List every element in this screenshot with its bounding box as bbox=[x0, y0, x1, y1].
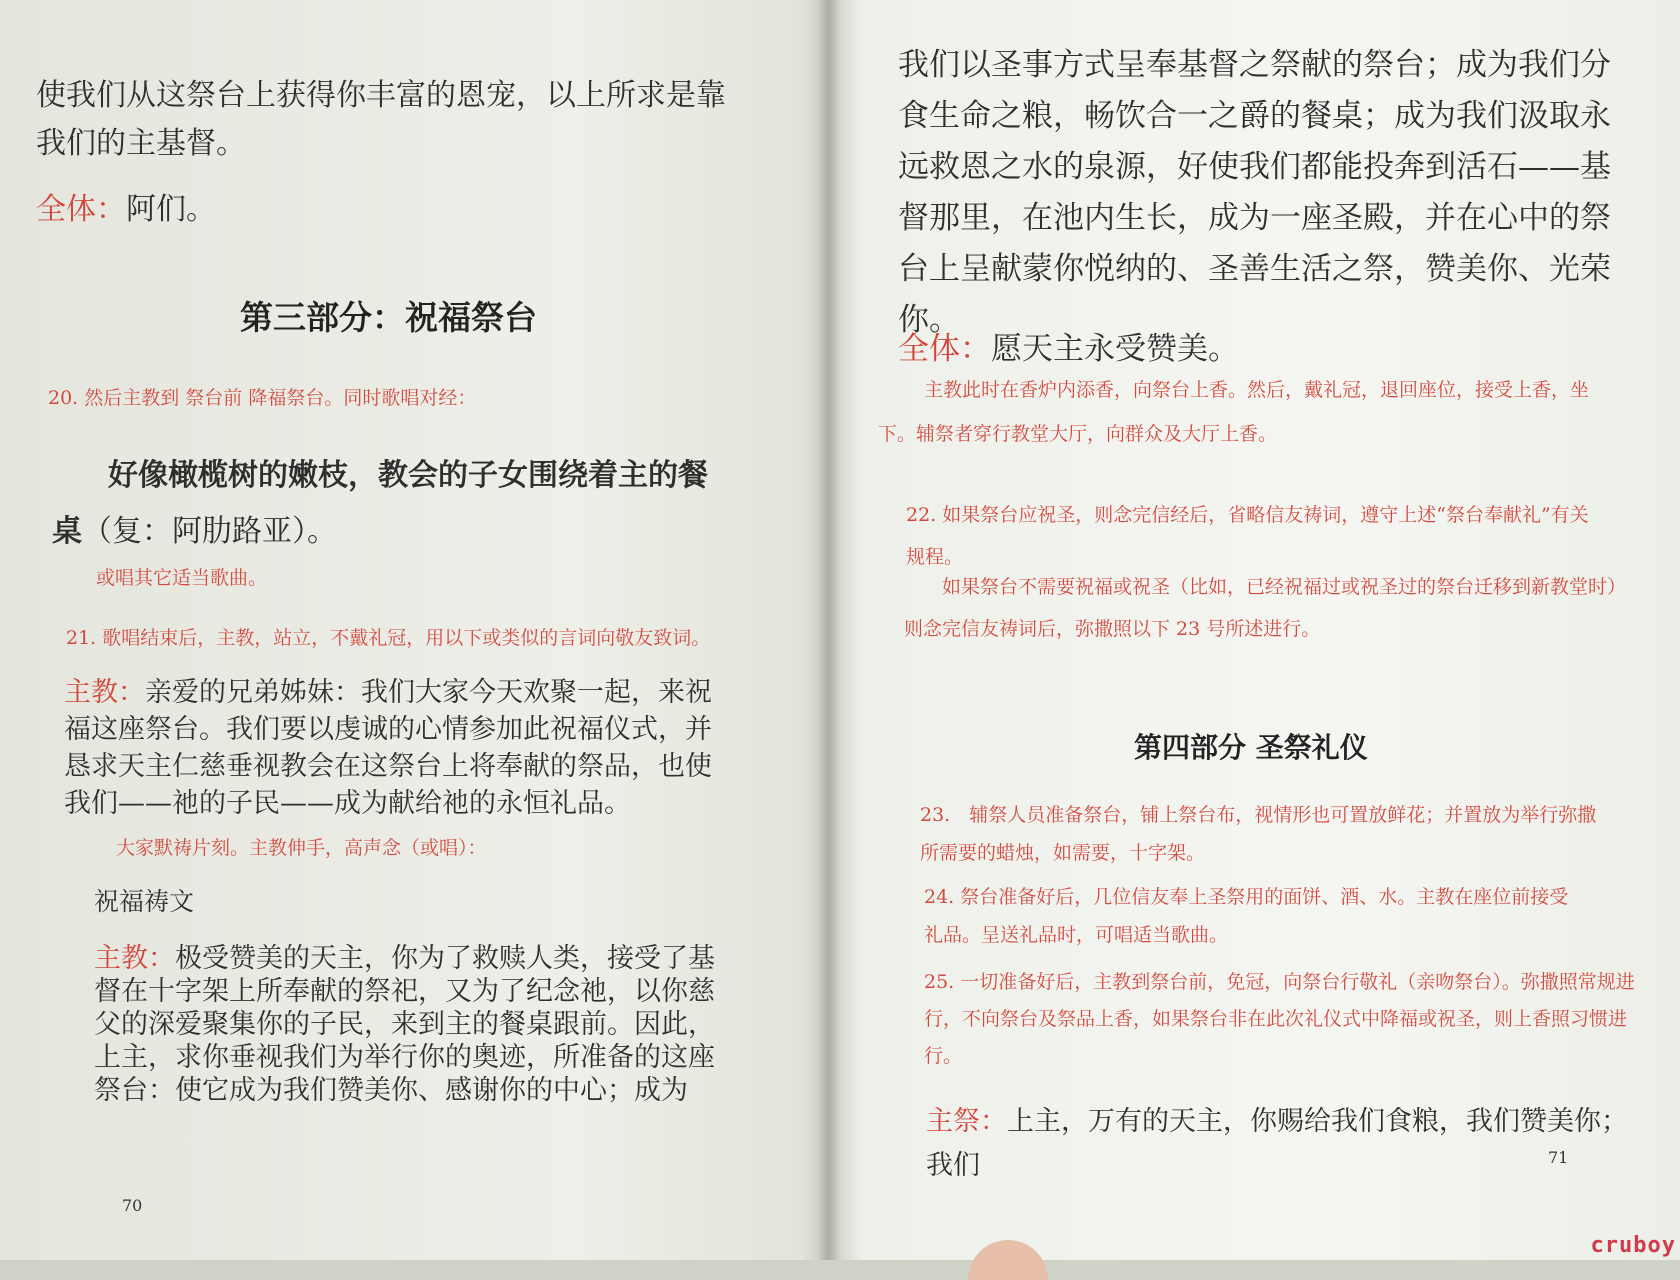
bishop-address bbox=[64, 674, 734, 822]
page-number: 71 bbox=[1548, 1148, 1569, 1167]
left-paragraph-1: 使我们从这祭台上获得你丰富的恩宠，以上所求是靠我们的主基督。 bbox=[36, 78, 726, 161]
antiphon-text: 好像橄榄树的嫩枝，教会的子女围绕着主的餐桌 bbox=[52, 458, 708, 549]
rubric-25: 25. 一切准备好后，主教到祭台前，免冠，向祭台行敬礼（亲吻祭台）。弥撒照常规进行，不向祭台及祭品上香，如果祭台非在此次礼仪式中降福或祝圣，则上香照习惯进行。 bbox=[924, 971, 1635, 1067]
section-heading-4: 第四部分 圣祭礼仪 bbox=[1134, 731, 1368, 764]
bishop-address-text: 亲爱的兄弟姊妹：我们大家今天欢聚一起，来祝福这座祭台。我们要以虔诚的心情参加此祝福仪式，并恳求天主仁慈垂视教会在这祭台上将奉献的祭品，也使我们——祂的子民——成为献给祂的永恒礼品。 bbox=[64, 677, 712, 819]
rubric-20: 20. 然后主教到 祭台前 降福祭台。同时歌唱对经： bbox=[48, 387, 477, 409]
blessing-prayer bbox=[94, 942, 734, 1107]
rubric-23: 23. 辅祭人员准备祭台，铺上祭台布，视情形也可置放鲜花；并置放为举行弥撒所需要的蜡烛，如需要，十字架。 bbox=[920, 804, 1597, 864]
book-gutter bbox=[818, 0, 840, 1260]
antiphon bbox=[52, 448, 732, 560]
speaker-label: 全体： bbox=[36, 192, 126, 227]
celebrant-prayer-text: 上主，万有的天主，你赐给我们食粮，我们赞美你；我们 bbox=[926, 1106, 1628, 1181]
antiphon-response: （复：阿肋路亚）。 bbox=[82, 514, 337, 549]
rubric-22: 22. 如果祭台应祝圣，则念完信经后，省略信友祷词，遵守上述“祭台奉献礼”有关规程。 bbox=[906, 504, 1589, 568]
rubric-other-song: 或唱其它适当歌曲。 bbox=[96, 567, 268, 589]
rubric-if-not: 如果祭台不需要祝福或祝圣（比如，已经祝福过或祝圣过的祭台迁移到新教堂时）则念完信友祷词后，弥撒照以下 23 号所述进行。 bbox=[904, 576, 1617, 640]
left-response-amen bbox=[36, 186, 736, 234]
response-text: 阿们。 bbox=[126, 192, 216, 227]
speaker-label: 主教： bbox=[94, 943, 175, 974]
page-number: 70 bbox=[122, 1196, 143, 1215]
left-page bbox=[0, 0, 828, 1260]
celebrant-prayer bbox=[926, 1100, 1646, 1188]
rubric-incense: 主教此时在香炉内添香，向祭台上香。然后，戴礼冠，退回座位，接受上香，坐下。辅祭者穿行教堂大厅，向群众及大厅上香。 bbox=[878, 379, 1590, 445]
prayer-subheading: 祝福祷文 bbox=[94, 887, 195, 916]
blessing-prayer-text: 极受赞美的天主，你为了救赎人类，接受了基督在十字架上所奉献的祭祀，又为了纪念祂，以你慈父的深爱聚集你的子民，来到主的餐桌跟前。因此，上主，求你垂视我们为举行你的奥迹，所准备的这座祭台：使它成为我们赞美你、感谢你的中心；成为 bbox=[94, 943, 715, 1106]
speaker-label: 全体： bbox=[898, 331, 991, 367]
right-page bbox=[828, 0, 1680, 1260]
rubric-silent-prayer: 大家默祷片刻。主教伸手，高声念（或唱）： bbox=[116, 837, 487, 859]
rubric-21: 21. 歌唱结束后，主教，站立，不戴礼冠，用以下或类似的言词向敬友致词。 bbox=[66, 627, 711, 649]
right-paragraph-1: 我们以圣事方式呈奉基督之祭献的祭台；成为我们分食生命之粮，畅饮合一之爵的餐桌；成为我们汲取永远救恩之水的泉源，好使我们都能投奔到活石——基督那里，在池内生长，成为一座圣殿，并在心中的祭台上呈献蒙你悦纳的、圣善生活之祭，赞美你、光荣你。 bbox=[898, 47, 1611, 338]
watermark: cruboy bbox=[1590, 1233, 1676, 1258]
speaker-label: 主教： bbox=[64, 677, 145, 708]
response-text: 愿天主永受赞美。 bbox=[991, 331, 1239, 367]
speaker-label: 主祭： bbox=[926, 1106, 1007, 1137]
section-heading-3: 第三部分：祝福祭台 bbox=[240, 298, 537, 337]
rubric-24: 24. 祭台准备好后，几位信友奉上圣祭用的面饼、酒、水。主教在座位前接受礼品。呈送礼品时，可唱适当歌曲。 bbox=[924, 886, 1569, 946]
